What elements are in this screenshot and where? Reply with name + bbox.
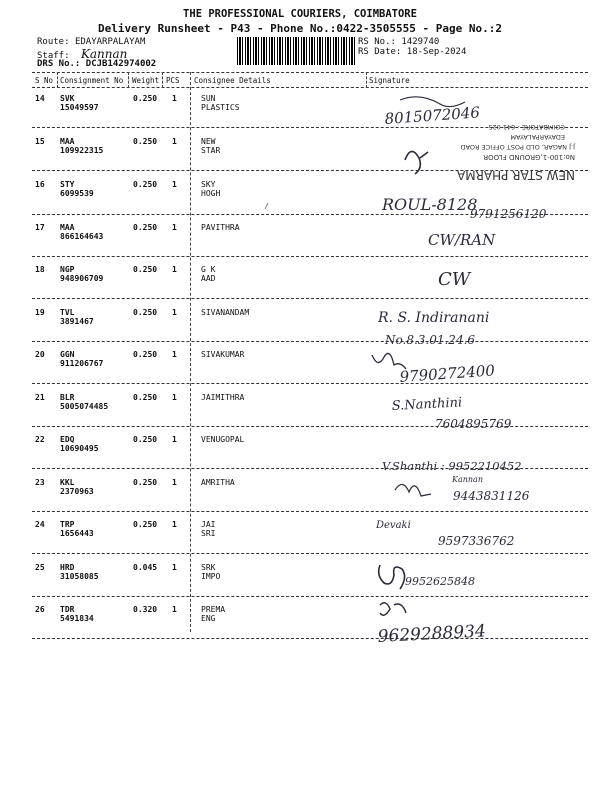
row-sno: 23 [35, 478, 45, 487]
row-weight: 0.250 [133, 308, 158, 317]
col-consignee: Consignee Details [194, 76, 271, 85]
row-rule [32, 553, 588, 554]
row-sno: 17 [35, 223, 45, 232]
signature-scribble [380, 603, 406, 616]
signature-text: No.8.3.01.24.6 [385, 333, 476, 347]
signature-scribble [395, 484, 431, 496]
row-rule [32, 127, 588, 128]
row-consignee: G K AAD [201, 265, 216, 283]
row-rule [32, 298, 588, 299]
row-consignment: HRD 31058085 [60, 563, 99, 581]
drs-value: DCJB142974002 [85, 59, 157, 69]
row-weight: 0.250 [133, 478, 158, 487]
rs-no-value: 1429740 [401, 37, 440, 47]
col-divider [57, 72, 58, 88]
row-pcs: 1 [172, 520, 177, 529]
row-sno: 15 [35, 137, 45, 146]
rs-no-label: RS No.: [358, 37, 396, 47]
row-consignment: BLR 5005074485 [60, 393, 109, 411]
signature-text: ROUL-8128 [382, 195, 478, 214]
signature-text: S.Nanthini [391, 395, 463, 414]
row-weight: 0.250 [133, 520, 158, 529]
row-pcs: 1 [172, 137, 177, 146]
drs-label: DRS No.: [37, 59, 81, 69]
company-name: THE PROFESSIONAL COURIERS, COIMBATORE [183, 8, 417, 20]
row-pcs: 1 [172, 478, 177, 487]
row-rule [32, 596, 588, 597]
row-rule [32, 383, 588, 384]
stamp-line: EDAYARPALAYAM [510, 133, 565, 141]
signature-text: 7604895769 [435, 417, 512, 431]
row-consignment: NGP 948906709 [60, 265, 104, 283]
signature-scribble [400, 97, 465, 107]
row-consignment: MAA 866164643 [60, 223, 104, 241]
row-consignment: GGN 911206767 [60, 350, 104, 368]
row-consignment: TDR 5491834 [60, 605, 94, 623]
signature-text: 9952625848 [405, 575, 475, 588]
route-label: Route: [37, 37, 70, 47]
row-weight: 0.250 [133, 393, 158, 402]
stamp-line: No:100-1,GROUND FLOOR [483, 153, 575, 161]
row-consignee: SRK IMPO [201, 563, 221, 581]
row-consignment: SVK 15049597 [60, 94, 99, 112]
col-weight: Weight [132, 76, 160, 85]
signature-text: 9791256120 [470, 207, 547, 221]
signature-text: 9629288934 [377, 621, 487, 647]
signature-text: Devaki [376, 520, 411, 531]
staff-value: Kannan [80, 47, 128, 61]
table-header-rule [32, 87, 588, 88]
row-weight: 0.045 [133, 563, 158, 572]
row-sno: 18 [35, 265, 45, 274]
row-rule [32, 341, 588, 342]
row-consignment: TRP 1656443 [60, 520, 94, 538]
row-rule [32, 511, 588, 512]
row-consignment: MAA 109922315 [60, 137, 104, 155]
row-sno: 24 [35, 520, 45, 529]
signature-text: 9443831126 [453, 489, 530, 503]
runsheet-title: Delivery Runsheet - P43 - Phone No.:0422-3505555 - Page No.:2 [98, 22, 502, 35]
route-value: EDAYARPALAYAM [74, 37, 146, 47]
signature-text: V.Shanthi : 9952210452 [382, 459, 522, 473]
company-stamp [456, 123, 576, 182]
col-pcs: PCS [166, 76, 180, 85]
row-rule [32, 256, 588, 257]
col-sno: S No [35, 76, 54, 85]
signature-text: CW [438, 269, 471, 290]
rs-date-label: RS Date: [358, 47, 402, 57]
stamp-line: J.J NAGAR, OLD POST OFFICE ROAD [460, 143, 575, 151]
row-weight: 0.320 [133, 605, 158, 614]
col-divider [162, 72, 163, 88]
row-sno: 20 [35, 350, 45, 359]
row-weight: 0.250 [133, 435, 158, 444]
barcode [237, 37, 355, 65]
row-consignee: JAI SRI [201, 520, 216, 538]
signature-text: 9597336762 [438, 534, 515, 548]
row-consignee: SKY HOGH [201, 180, 221, 198]
signature-text: Kannan [452, 475, 483, 484]
row-consignee: PAVITHRA [201, 223, 240, 232]
row-sno: 26 [35, 605, 45, 614]
row-rule [32, 170, 588, 171]
row-weight: 0.250 [133, 137, 158, 146]
row-pcs: 1 [172, 350, 177, 359]
row-sno: 16 [35, 180, 45, 189]
stamp-line: COIMBATORE - 641 025 [488, 123, 565, 131]
row-rule [32, 426, 588, 427]
row-consignee: PREMA ENG [201, 605, 226, 623]
row-consignee: SIVAKUMAR [201, 350, 245, 359]
row-pcs: 1 [172, 223, 177, 232]
table-top-rule [32, 72, 588, 73]
row-pcs: 1 [172, 308, 177, 317]
row-rule [32, 468, 588, 469]
row-weight: 0.250 [133, 223, 158, 232]
row-weight: 0.250 [133, 350, 158, 359]
rs-no-line [358, 37, 439, 47]
row-consignment: TVL 3891467 [60, 308, 94, 326]
row-rule [32, 638, 588, 639]
row-weight: 0.250 [133, 94, 158, 103]
row-pcs: 1 [172, 435, 177, 444]
signature-scribble [379, 565, 405, 589]
row-consignee: JAIMITHRA [201, 393, 245, 402]
row-consignment: EDQ 10690495 [60, 435, 99, 453]
row-pcs: 1 [172, 605, 177, 614]
col-divider [190, 72, 191, 632]
row-weight: 0.250 [133, 180, 158, 189]
row-sno: 22 [35, 435, 45, 444]
row-consignment: KKL 2370963 [60, 478, 94, 496]
col-consignment: Consignment No [60, 76, 124, 85]
drs-line [37, 59, 156, 69]
signature-text: 9790272400 [399, 361, 496, 386]
row-pcs: 1 [172, 94, 177, 103]
stamp-line: NEW STAR PHARMA [457, 168, 575, 182]
row-consignee: SUN PLASTICS [201, 94, 240, 112]
rs-date-line [358, 47, 466, 57]
row-sno: 25 [35, 563, 45, 572]
signature-scribble [372, 353, 406, 369]
rs-date-value: 18-Sep-2024 [406, 47, 467, 57]
row-consignee: NEW STAR [201, 137, 221, 155]
row-pcs: 1 [172, 563, 177, 572]
row-pcs: 1 [172, 393, 177, 402]
row-consignee: VENUGOPAL [201, 435, 245, 444]
staff-label: Staff: [37, 51, 70, 61]
row-consignment: STY 6099539 [60, 180, 94, 198]
col-divider [128, 72, 129, 88]
row-sno: 21 [35, 393, 45, 402]
signature-text: R. S. Indiranani [378, 310, 490, 326]
row-sno: 19 [35, 308, 45, 317]
row-consignee: AMRITHA [201, 478, 235, 487]
signature-text: CW/RAN [428, 231, 496, 249]
row-sno: 14 [35, 94, 45, 103]
row-weight: 0.250 [133, 265, 158, 274]
tick-mark [265, 203, 268, 209]
row-rule [32, 214, 588, 215]
signature-text: 8015072046 [384, 103, 481, 128]
col-divider [366, 72, 367, 88]
col-signature: Signature [369, 76, 410, 85]
route-line [37, 37, 145, 47]
row-pcs: 1 [172, 265, 177, 274]
row-pcs: 1 [172, 180, 177, 189]
row-consignee: SIVANANDAM [201, 308, 250, 317]
